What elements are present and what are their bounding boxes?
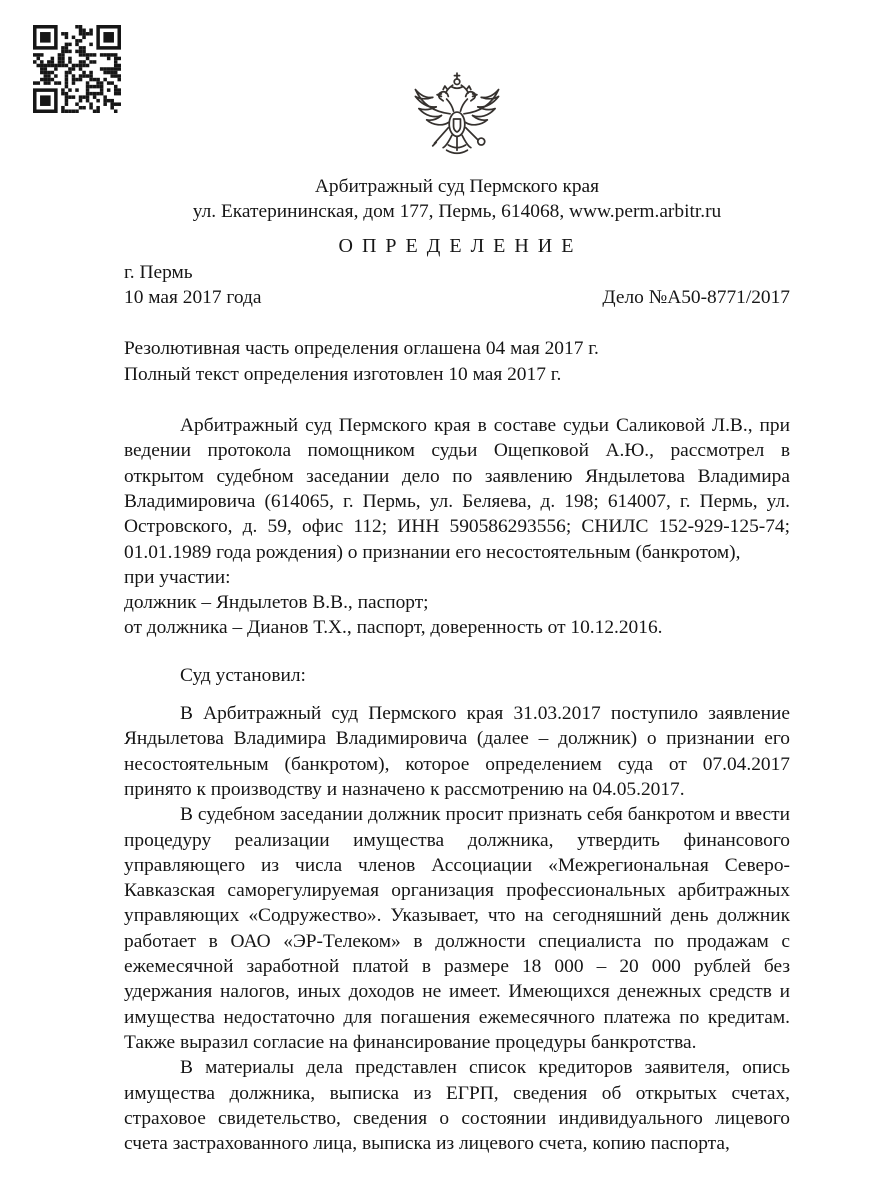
case-number: Дело №А50-8771/2017 bbox=[602, 287, 790, 309]
resolution-block bbox=[124, 336, 790, 387]
participant-line: от должника – Дианов Т.Х., паспорт, доверенность от 10.12.2016. bbox=[124, 617, 663, 639]
document-content bbox=[124, 70, 790, 1156]
qr-code-icon bbox=[33, 24, 121, 114]
document-date: 10 мая 2017 года bbox=[124, 287, 262, 309]
participation-label: при участии: bbox=[124, 566, 231, 588]
court-address: ул. Екатерининская, дом 177, Пермь, 614068, www.perm.arbitr.ru bbox=[192, 201, 722, 223]
body-paragraph: В материалы дела представлен список кредиторов заявителя, опись имущества должника, выписка из ЕГРП, сведения об открытых счетах, страховое свидетельство, сведения о состоянии индивидуального лицевого счета застрахованного лица, выписка из лицевого счета, копию паспорта, bbox=[124, 1057, 790, 1155]
court-name: Арбитражный суд Пермского края bbox=[314, 176, 600, 197]
participant-line: должник – Яндылетов В.В., паспорт; bbox=[124, 592, 429, 614]
city-line: г. Пермь bbox=[124, 261, 193, 283]
intro-block bbox=[124, 413, 790, 641]
date-case-row bbox=[124, 285, 790, 310]
body-paragraph: В Арбитражный суд Пермского края 31.03.2017 поступило заявление Яндылетова Владимира Владимировича (далее – должник) о признании его несостоятельным (банкротом), которое определением суда от 07.04.2017 принято к производству и назначено к рассмотрению на 04.05.2017. bbox=[124, 703, 790, 800]
body-paragraph: В судебном заседании должник просит признать себя банкротом и ввести процедуру реализации имущества должника, утвердить финансового управляющего из числа членов Ассоциации «Межрегиональная Северо-Кавказская саморегулируемая организация профессиональных арбитражных управляющих «Содружество». Указывает, что на сегодняшний день должник работает в ОАО «ЭР-Телеком» в должности специалиста по продажам с ежемесячной заработной платой в размере 18 000 – 20 000 рублей без удержания налогов, иных доходов не имеет. Имеющихся денежных средств и имущества недостаточно для погашения ежемесячного платежа по кредитам. Также выразил согласие на финансирование процедуры банкротства. bbox=[124, 804, 790, 1053]
coat-of-arms-icon bbox=[405, 70, 509, 168]
resolution-announced-line: Резолютивная часть определения оглашена 04 мая 2017 г. bbox=[124, 338, 599, 360]
document-title: О П Р Е Д Е Л Е Н И Е bbox=[338, 234, 576, 257]
full-text-line: Полный текст определения изготовлен 10 мая 2017 г. bbox=[124, 363, 562, 385]
intro-paragraph: Арбитражный суд Пермского края в составе судьи Саликовой Л.В., при ведении протокола помощником судьи Ощепковой А.Ю., рассмотрел в открытом судебном заседании дело по заявлению Яндылетова Владимира Владимировича (614065, г. Пермь, ул. Беляева, д. 198; 614007, г. Пермь, ул. Островского, д. 59, офис 112; ИНН 590586293556; СНИЛС 152-929-125-74; 01.01.1989 года рождения) о признании его несостоятельным (банкротом), bbox=[124, 415, 790, 563]
court-established-label: Суд установил: bbox=[180, 664, 306, 686]
